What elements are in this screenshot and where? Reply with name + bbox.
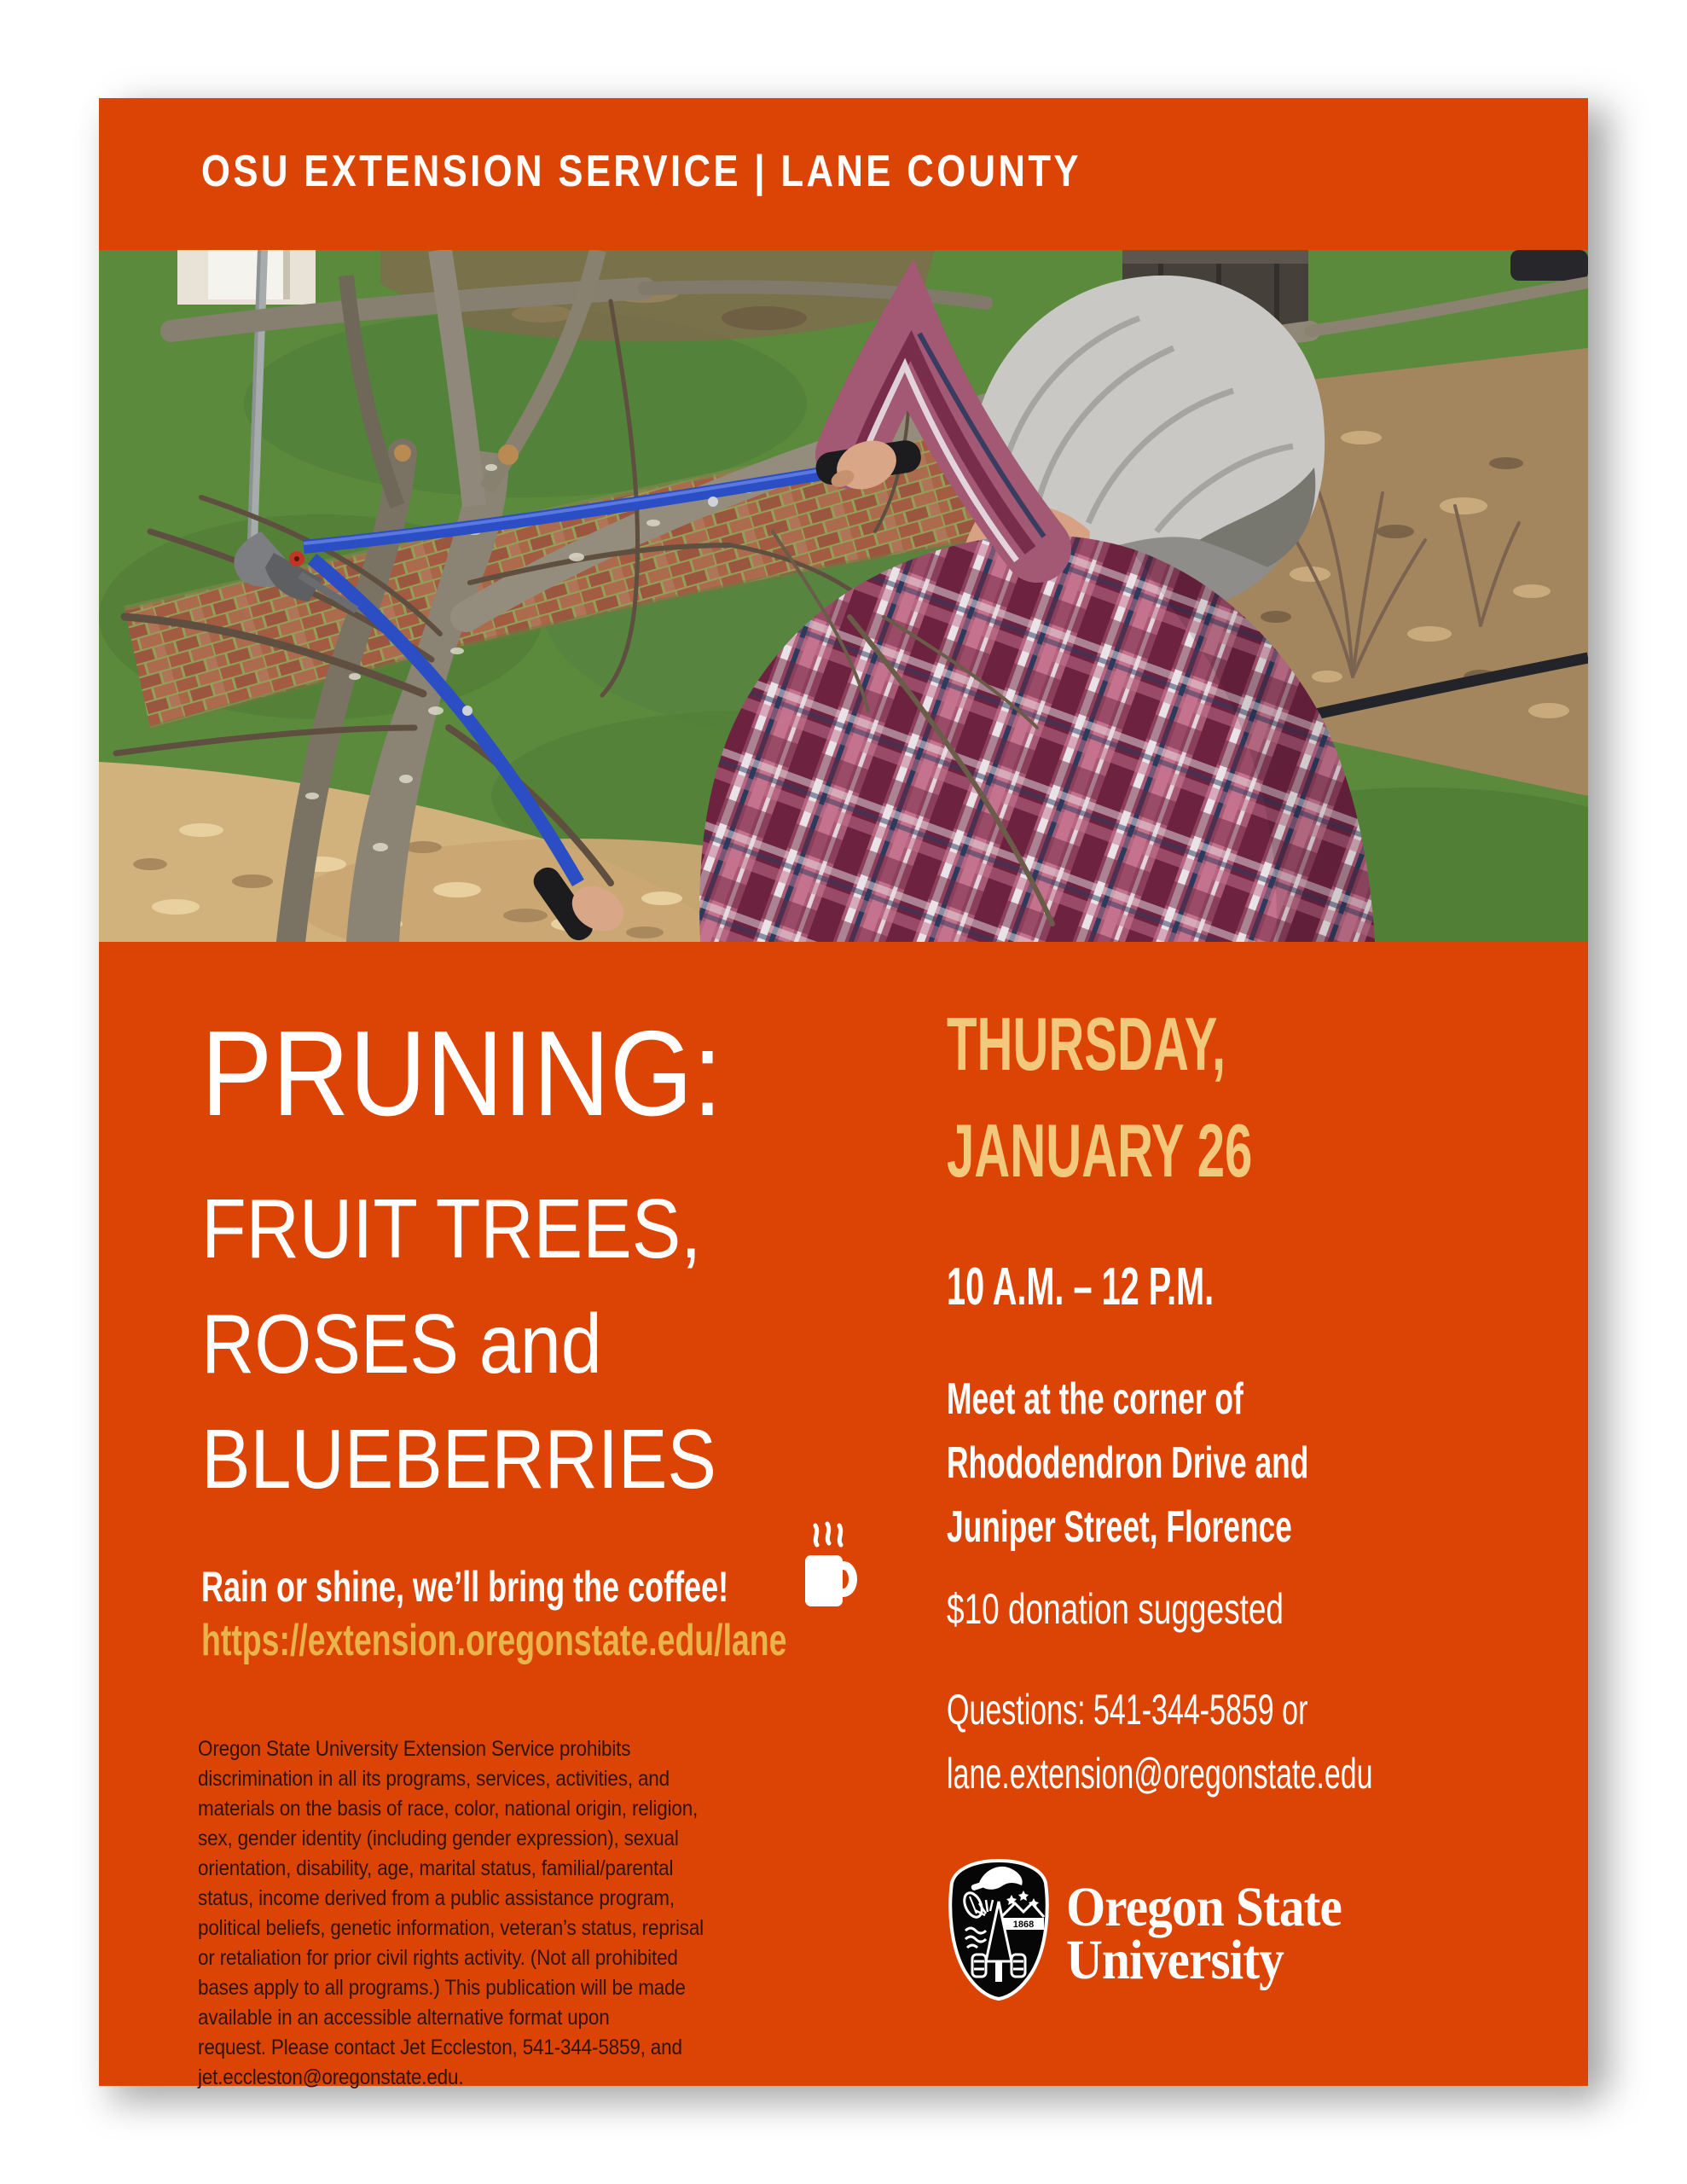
- legal-line: bases apply to all programs.) This publication will be made: [198, 1976, 686, 2000]
- legal-line: discrimination in all its programs, services, activities, and: [198, 1767, 670, 1791]
- event-date-line-2: JANUARY 26: [947, 1108, 1253, 1193]
- subtitle-line-2: ROSES and: [201, 1297, 602, 1391]
- legal-line: status, income derived from a public assistance program,: [198, 1886, 675, 1910]
- legal-line: sex, gender identity (including gender expression), sexual: [198, 1827, 679, 1850]
- osu-wordmark-line-2: University: [1066, 1929, 1284, 1991]
- pruning-photo-illustration: [99, 250, 1588, 942]
- location-line-1: Meet at the corner of: [947, 1374, 1244, 1424]
- legal-line: orientation, disability, age, marital status, familial/parental: [198, 1856, 674, 1880]
- nondiscrimination-statement: [198, 1734, 704, 2093]
- legal-line: available in an accessible alternative format upon: [198, 2006, 610, 2030]
- osu-crest-icon: [947, 1857, 1051, 2002]
- flyer-poster: [99, 98, 1588, 2089]
- contact-phone-line: Questions: 541-344-5859 or: [947, 1686, 1308, 1734]
- legal-line: request. Please contact Jet Eccleston, 541-344-5859, and: [198, 2036, 682, 2059]
- legal-line: materials on the basis of race, color, national origin, religion,: [198, 1797, 699, 1821]
- location-line-3: Juniper Street, Florence: [947, 1502, 1292, 1552]
- event-date: [947, 990, 1252, 1204]
- subtitle-line-1: FRUIT TREES,: [201, 1182, 702, 1275]
- donation-note: $10 donation suggested: [947, 1585, 1284, 1633]
- osu-wordmark-line-1: Oregon State: [1066, 1876, 1342, 1938]
- legal-line: Oregon State University Extension Service prohibits: [198, 1737, 631, 1761]
- crest-year: 1868: [1012, 1920, 1035, 1930]
- event-location: [947, 1368, 1308, 1560]
- contact-email-line: lane.extension@oregonstate.edu: [947, 1750, 1373, 1798]
- legal-line: political beliefs, genetic information, veteran’s status, reprisal: [198, 1916, 704, 1940]
- tagline-text: Rain or shine, we’ll bring the coffee!: [201, 1563, 729, 1611]
- osu-wordmark: [1066, 1876, 1342, 1991]
- header-banner-text: OSU EXTENSION SERVICE | LANE COUNTY: [201, 147, 1081, 196]
- event-date-line-1: THURSDAY,: [947, 1002, 1226, 1086]
- legal-line: or retaliation for prior civil rights activity. (Not all prohibited: [198, 1946, 678, 1970]
- pruning-photo: [99, 250, 1588, 942]
- website-link[interactable]: https://extension.oregonstate.edu/lane: [201, 1616, 787, 1665]
- location-line-2: Rhododendron Drive and: [947, 1438, 1309, 1488]
- event-title: PRUNING:: [201, 1006, 722, 1141]
- subtitle-line-3: BLUEBERRIES: [201, 1412, 716, 1506]
- coffee-mug-icon: [798, 1516, 860, 1618]
- legal-line: jet.eccleston@oregonstate.edu.: [198, 2065, 464, 2089]
- event-time: 10 A.M. – 12 P.M.: [947, 1258, 1215, 1316]
- event-subtitle: [201, 1171, 716, 1517]
- contact-info: [947, 1678, 1373, 1806]
